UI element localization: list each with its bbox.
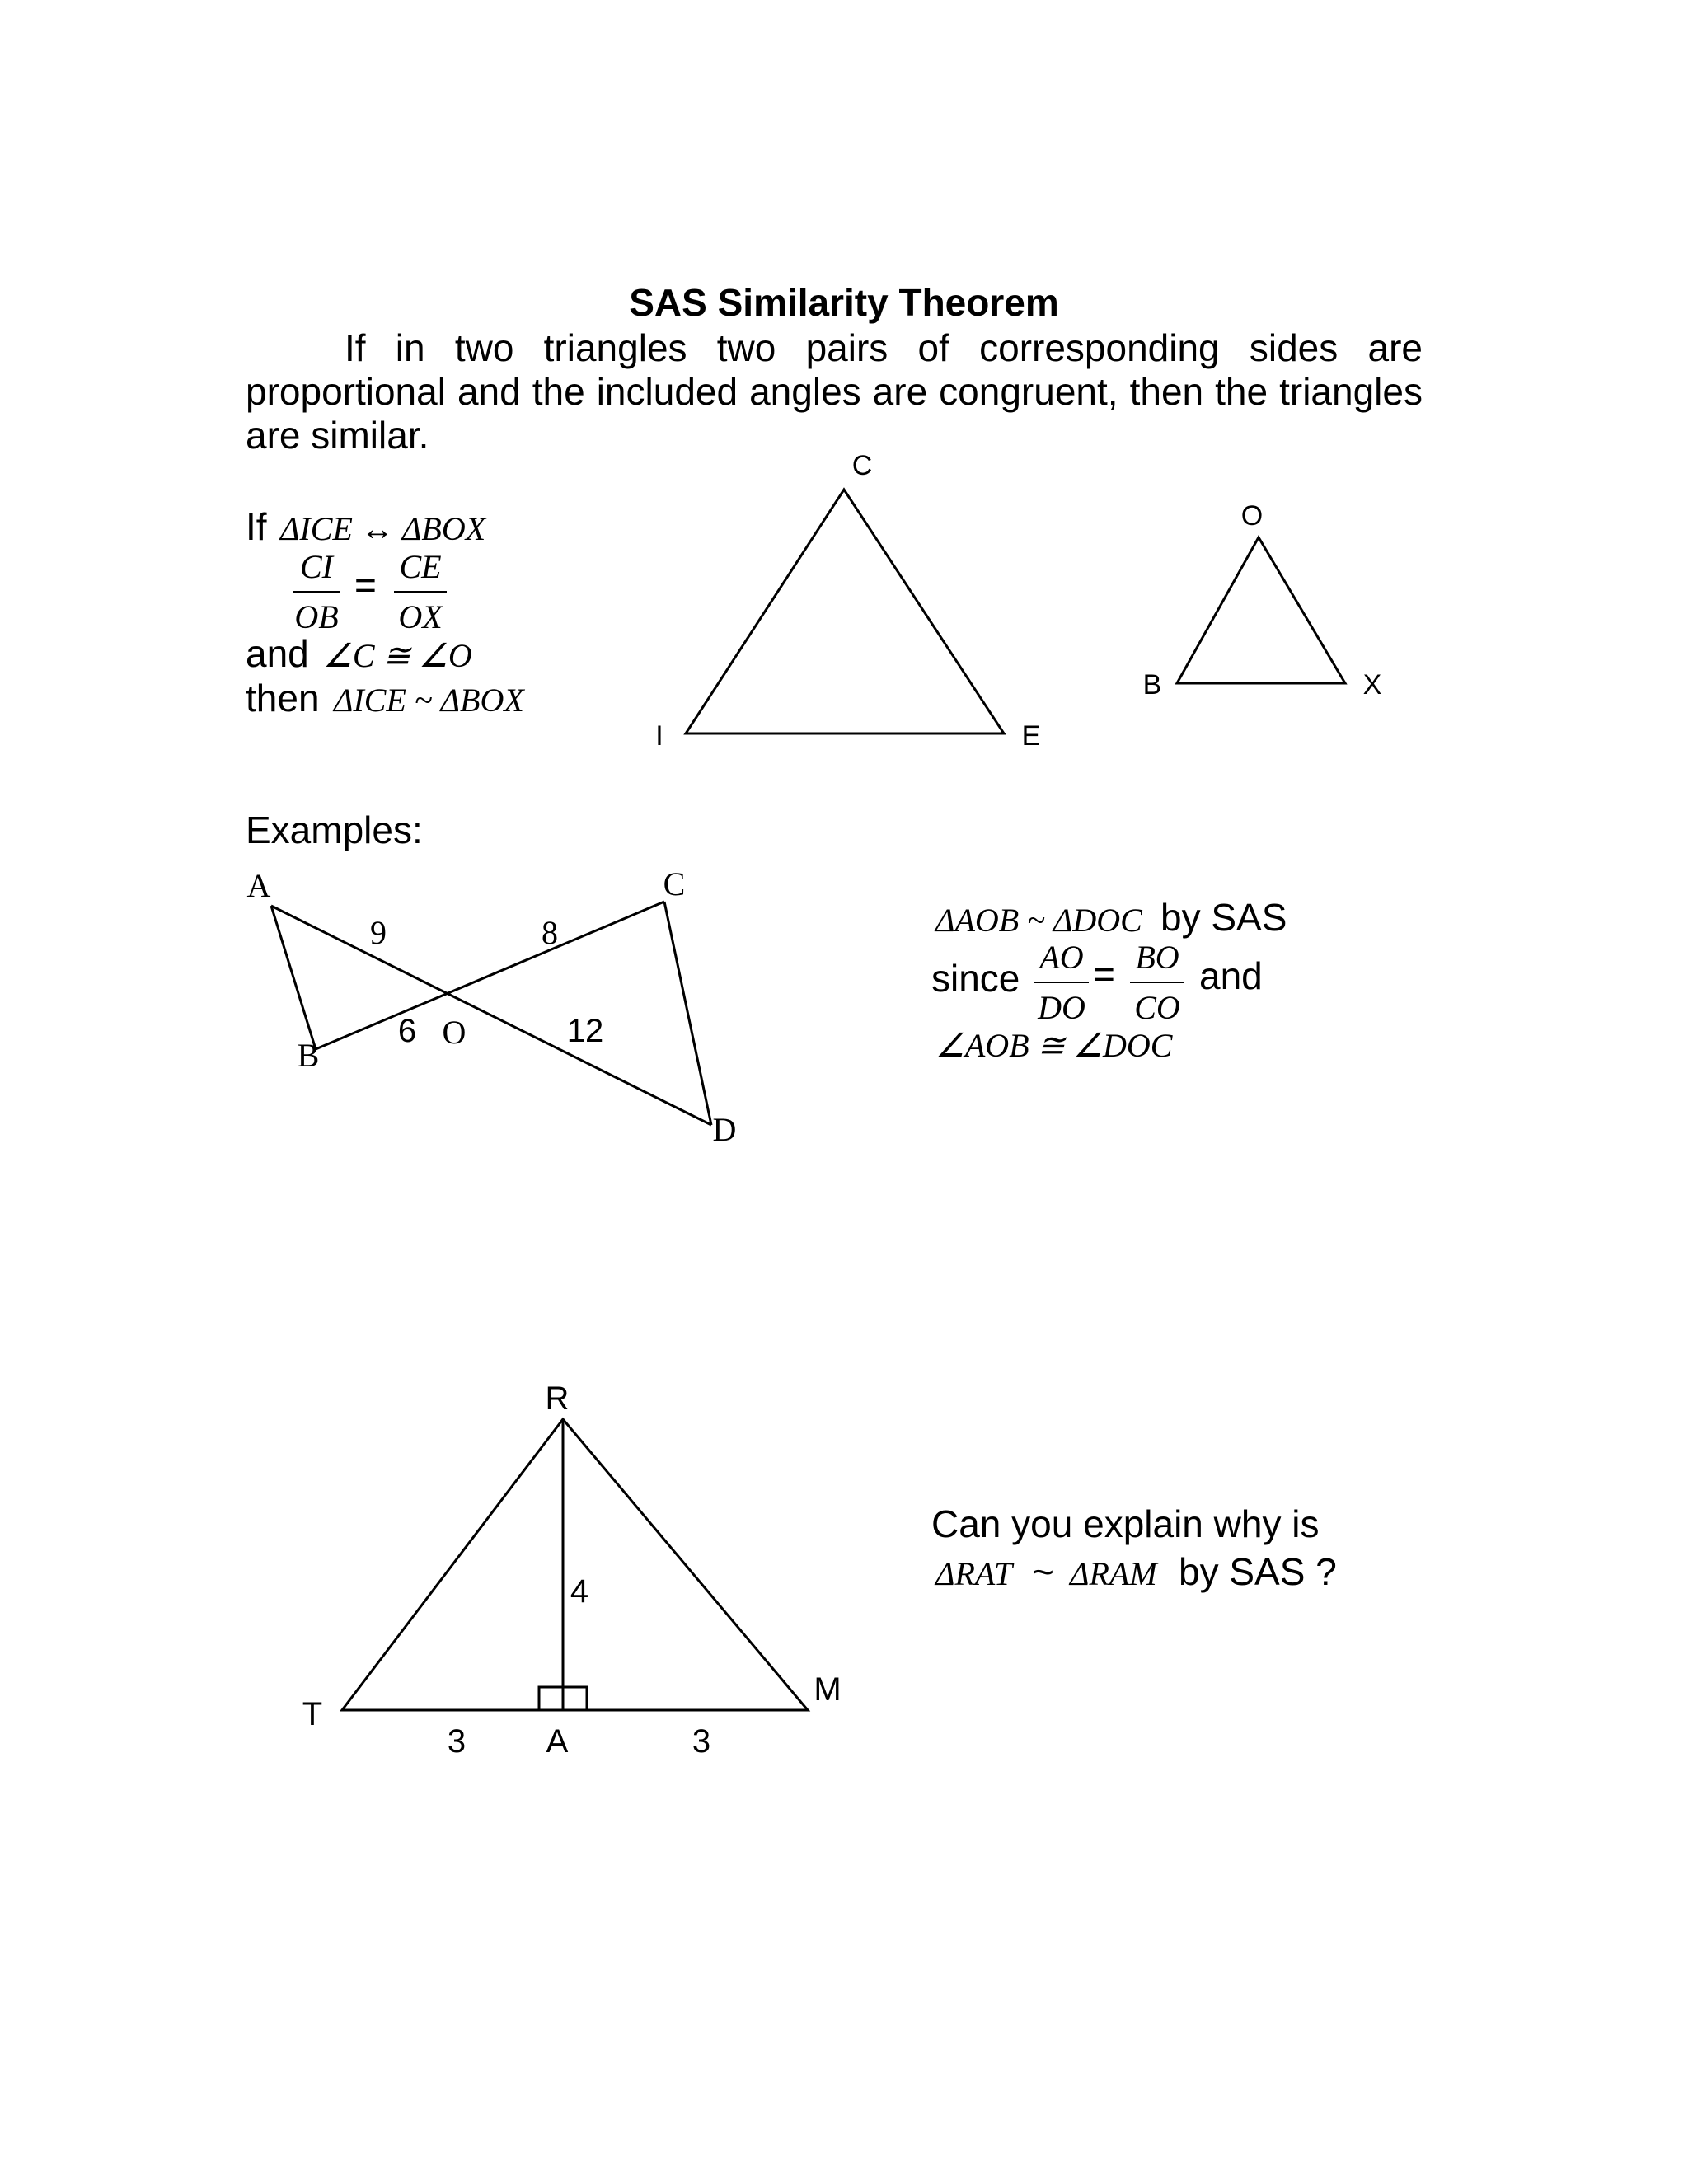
side-ao-length: 9 — [370, 914, 387, 951]
label-a: A — [546, 1723, 569, 1760]
since-word: since — [931, 957, 1020, 1000]
segment-cd — [664, 902, 711, 1125]
label-o: O — [442, 1014, 467, 1051]
ratio-numerator: AO — [1034, 938, 1089, 983]
side-ta-length: 3 — [447, 1723, 467, 1760]
ratio-numerator: CE — [394, 547, 447, 593]
ratio-denominator: OB — [294, 598, 339, 635]
side-od-length: 12 — [566, 1013, 604, 1049]
by-sas-question: by SAS ? — [1179, 1550, 1337, 1593]
label-d: D — [712, 1111, 737, 1148]
label-c: C — [663, 865, 686, 902]
triangle-rtm — [342, 1419, 808, 1710]
angle-congruence: ∠C ≅ ∠O — [323, 637, 472, 674]
similarity-statement: ΔAOB ~ ΔDOC — [935, 902, 1142, 939]
triangle-rat: ΔRAT — [935, 1555, 1013, 1592]
then-word: then — [246, 677, 320, 719]
side-oc-length: 8 — [542, 914, 558, 951]
tilde: ~ — [1032, 1550, 1054, 1593]
label-b: B — [297, 1037, 320, 1074]
conclusion: ΔICE ~ ΔBOX — [334, 682, 524, 719]
triangle-ice — [686, 490, 1004, 733]
side-bo-length: 6 — [397, 1013, 417, 1049]
ratio-denominator: OX — [398, 598, 443, 635]
label-o: O — [1240, 500, 1264, 532]
label-t: T — [302, 1696, 323, 1732]
label-x: X — [1362, 669, 1382, 701]
ratio-numerator: CI — [293, 547, 340, 593]
ratio-denominator: DO — [1038, 989, 1085, 1026]
question-line1: Can you explain why is — [931, 1502, 1320, 1545]
segment-ab — [271, 906, 316, 1049]
label-a: A — [246, 867, 271, 904]
segment-bc — [316, 902, 664, 1049]
and-word: and — [246, 632, 309, 675]
label-c: C — [851, 450, 873, 481]
triangle-box — [1177, 537, 1345, 683]
page-title: SAS Similarity Theorem — [629, 281, 1059, 324]
examples-heading: Examples: — [246, 808, 423, 851]
ratio-numerator: BO — [1130, 938, 1184, 983]
label-i: I — [655, 720, 663, 752]
angle-congruence: ∠AOB ≅ ∠DOC — [935, 1027, 1173, 1064]
and-word: and — [1199, 954, 1263, 997]
height-length: 4 — [570, 1573, 589, 1610]
ratio-denominator: CO — [1134, 989, 1180, 1026]
if-word: If — [246, 505, 267, 548]
by-sas-label: by SAS — [1160, 896, 1287, 939]
correspondence: ΔICE ↔ ΔBOX — [280, 510, 486, 547]
equals-sign: = — [1093, 953, 1115, 996]
side-am-length: 3 — [692, 1723, 711, 1760]
theorem-statement: If in two triangles two pairs of corresponding sides are proportional and the included angles are congruent, then the triangles are similar. — [246, 326, 1423, 457]
segment-ad — [271, 906, 711, 1125]
equals-sign: = — [354, 564, 377, 607]
label-r: R — [545, 1380, 570, 1417]
label-b: B — [1142, 669, 1162, 701]
label-e: E — [1021, 720, 1041, 752]
label-m: M — [814, 1671, 842, 1708]
triangle-ram: ΔRAM — [1070, 1555, 1157, 1592]
